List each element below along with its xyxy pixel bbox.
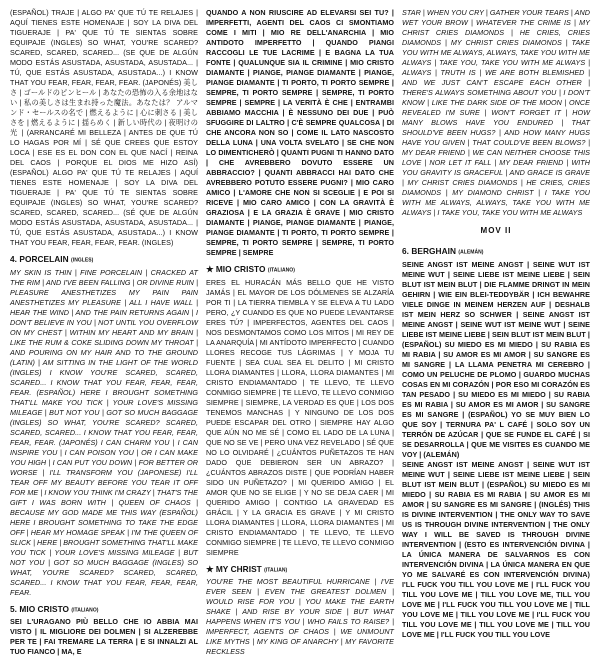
lyrics-column-3 xyxy=(402,8,590,639)
subsection-title-text: ★ MY CHRIST xyxy=(206,563,262,574)
movement-heading: MOV II xyxy=(480,226,512,235)
lyrics-column-2 xyxy=(206,8,394,656)
language-label: (ALEMÁN) xyxy=(458,249,484,256)
lyrics-text: SEINE ANGST IST MEINE ANGST | SEINE WUT IST MEINE WUT | SEINE LIEBE IST MEINE LIEBE | SEIN BLUT IST MEIN BLUT | DIE FLAMME DRINGT IN MEIN GEHIRN | WIE EIN BLEI-TEDDYBÄR | ICH BEWAHRE VIELE DINGE IN MEINEM HERZEN AUF | DESHALB IST MEIN HERZ SO SCHWER | SEINE ANGST IST MEINE ANGST | SEINE WUT IST MEINE WUT | SEINE LIEBE IST MEINE LIEBE | SEIN BLUT IST MEIN BLUT | (ESPAÑOL) SU MIEDO ES MI MIEDO | SU RABIA ES MI RABIA | SU AMOR ES MI AMOR | SU SANGRE ES MI SANGRE | LA LLAMA PENETRA MI CEREBRO | COMO UN PELUCHE DE PLOMO | GUARDO MUCHAS COSAS EN MI CORAZÓN | POR ESO MI CORAZÓN ES TAN PESADO | SU MIEDO ES MI MIEDO | SU RABIA ES MI RABIA | SU AMOR ES MI AMOR | SU SANGRE ES MI SANGRE | (ESPAÑOL) YO SE MUY BIEN LO QUE SOY | TERNURA PA' L CAFÉ | SOLO SOY UN TERRÓN DE AZÚCAR | QUE SE FUNDE EL CAFÉ | SI SE DESARROLLA | QUE ME VISITES ES CUANDO ME VOY | (ALEMÁN) xyxy=(402,259,590,459)
song-title-text: 6. BERGHAIN xyxy=(402,246,457,256)
lyrics-text: QUANDO A NON RIUSCIRE AD ELEVARSI SEI TU? | IMPERFETTI, AGENTI DEL CAOS CI SMONTIAMO COME I MITI | MIO RE DELL'ANARCHIA | MIO ANTIDOTO IMPERFETTO | QUANDO PIANGI RACCOGLI LE TUE LACRIME | E BAGNA LA TUA FONTE | QUALUNQUE SIA IL CRIMINE | MIO CRISTO DIAMANTE | PIANGE, PIANGE DIAMANTE | PIANGE, PIANGE DIAMANTE | TI PORTO, TI PORTO SEMPRE | SEMPRE, TI PORTO SEMPRE | SEMPRE, TI PORTO SEMPRE | SEMPRE | LA VERITÀ È CHE | ENTRAMBI ABBIAMO MACCHIA | È NESSUNO DEI DUE | PUÒ SFUGGIRE DI LALTRO | C'È SEMPRE QUALCOSA | DI CHE ANCORA NON SO | COME IL LATO NASCOSTO DELLA LUNA | UNA VOLTA SVELATO | SE CHE NON LO DIMENTICHERÒ | QUANTI PUGNI TI HANNO DATO | CHE AVREBBERO DOVUTO ESSERE UN ABBRACCIO? | QUANTI ABBRACCI HAI DATO CHE AVREBBERO POTUTO ESSERE PUGNI? | MIO CARO AMICO | L'AMORE CHE NON SI SCEGLIE | E POI SI RICEVE | MIO CARO AMICO | CON LA GRAVITÀ È GRAZIOSA | E LA GRAZIA È GRAVE | MIO CRISTO DIAMANTE | PIANGE, PIANGE DIAMANTE | PIANGE, PIANGE DIAMANTE | TI PORTO, TI PORTO SEMPRE | SEMPRE, TI PORTO SEMPRE | SEMPRE, TI PORTO SEMPRE | SEMPRE xyxy=(206,8,394,257)
song-title-text: 5. MIO CRISTO xyxy=(10,603,70,614)
lyrics-text: YOU'RE THE MOST BEAUTIFUL HURRICANE | I'VE EVER SEEN | EVEN THE GREATEST DOLMEN | WOULD RISE FOR YOU | YOU MAKE THE EARTH SHAKE | AND RISE BY YOUR SIDE | BUT WHAT HAPPENS WHEN IT'S YOU | WHO FAILS TO RAISE? | IMPERFECT, AGENTS OF CHAOS | WE UNMOUNT LIKE MYTHS | MY KING OF ANARCHY | MY FAVORITE RECKLESS xyxy=(206,577,394,656)
subsection-mio-cristo xyxy=(206,264,394,277)
song-title-berghain xyxy=(402,246,590,259)
lyrics-text: MY SKIN IS THIN | FINE PORCELAIN | CRACKED AT THE RIM | AND I'VE BEEN FALLING | OR DIVINE RUIN | PLEASURE ANESTHETIZES MY PAIN PAIN ANESTHETIZES MY PLEASURE | ALL I HAVE WALL | HEAR THE WIND | AND THE PAIN RETURNS AGAIN | I DON'T BELIEVE IN YOU | NOT UNTIL YOU OVERFLOW ON MY CHEST | WITHIN MY HEART AND MY BRAIN | LIKE THE RUM & COKE SLIDING DOWN MY THROAT | AND POURING ON MY HAIR AND TO THE GROUND (LATIN) | AM SITTING IN THE LIGHT OF THE WORLD (INGLES) I KNOW YOU'RE SCARED, SCARED, SCARED... I KNOW THAT YOU FEAR, FEAR, FEAR, FEAR. (ESPAÑOL) HERE I BROUGHT SOMETHING THAT'LL MAKE YOU TICK | YOUR LOVE'S MISSING MILEAGE | BUT NOT YOU | GOT SO MUCH BAGGAGE (INGLES) SO WHAT, YOU'RE SCARED? SCARED, SCARED, SCARED... I KNOW THAT YOU FEAR, FEAR, FEAR, FEAR. (JAPONÉS) I CAN CHARM YOU | I CAN INSPIRE YOU | I CAN POISON YOU | OR I CAN MAKE YOU HIGH | I CAN PUT YOU DOWN | FOR BETTER OR WORSE | I'LL TRANSFORM YOU (JAPONESE) I'LL TEAR OFF MY BEAUTY BEFORE YOU TEAR IT OFF FOR ME | I KNOW YOU THINK I'M CRAZY | THAT'S THE GIFT I WAS BORN WITH | QUEEN OF CHAOS | BECAUSE MY GOD MADE ME THIS WAY (ESPAÑOL) HERE I BROUGHT SOMETHING TO TAKE THE EDGE OFF | HEAR MY HOMAGE SPEAK | I'M THE QUEEN OF SLICK | HERE | BROUGHT SOMETHING THAT'LL MAKE YOU TICK | YOUR LOVE'S MISSING MILEAGE | BUT NOT YOU | GOT SO MUCH BAGGAGE (INGLES) SO WHAT, YOU'RE SCARED? SCARED, SCARED, SCARED... I KNOW THAT YOU FEAR, FEAR, FEAR, FEAR. xyxy=(10,267,199,597)
lyrics-text: STAR | WHEN YOU CRY | GATHER YOUR TEARS | AND WET YOUR BROW | WHATEVER THE CRIME IS | MY CHRIST CRIES DIAMONDS | HE CRIES, CRIES DIAMONDS | MY CHRIST CRIES DIAMONDS | TAKE YOU WITH ME ALWAYS, ALWAYS, TAKE YOU WITH ME ALWAYS | TAKE YOU, TAKE YOU WITH ME ALWAYS | ALWAYS | TRUTH IS | WE ARE BOTH BLEMISHED | AND WE JUST CAN'T ESCAPE EACH OTHER | THERE'S ALWAYS SOMETHING ABOUT YOU | I DON'T KNOW | LIKE THE DARK SIDE OF THE MOON | ONCE REVEALED I'M SURE | WON'T FORGET IT | HOW MANY BLOWS HAVE YOU ENDURED | THAT SHOULD'VE BEEN HUGS? | AND HOW MANY HUGS HAVE YOU GIVEN | THAT COULD'VE BEEN BLOWS? | MY DEAR FRIEND | WE CAN NEITHER CHOOSE THIS LOVE | NOR LET IT FALL | MY DEAR FRIEND | WITH YOU GRAVITY IS GRACEFUL | AND GRACE IS GRAVE | MY CHRIST CRIES DIAMONDS | HE CRIES, CRIES DIAMONDS | MY DIAMOND CHRIST | I TAKE YOU WITH ME ALWAYS, ALWAYS, TAKE YOU WITH ME ALWAYS | I TAKE YOU, TAKE YOU WITH ME ALWAYS xyxy=(402,8,590,217)
subsection-title-text: ★ MIO CRISTO xyxy=(206,264,266,274)
subsection-my-christ xyxy=(206,564,394,577)
language-label: (ITALIAN) xyxy=(264,567,288,573)
lyrics-text: SEI L'URAGANO PIÙ BELLO CHE IO ABBIA MAI VISTO | IL MIGLIORE DEI DOLMEN | SI ALZEREBBE PER TE | FAI TREMARE LA TERRA | E SI INNALZI AL TUO FIANCO | MA, E xyxy=(10,617,198,656)
song-title-mio-cristo xyxy=(10,604,198,617)
lyrics-text: (ESPAÑOL) TRAJE | ALGO PA' QUE TÚ TE RELAJES | AQUÍ TIENES ESTE HOMENAJE | SOY LA DIVA DEL TIGUERAJE | PA' QUE TÚ TE SIENTAS SOBRE EQUIPAJE (INGLES) SO WHAT, YOU'RE SCARED? SCARED, SCARED, SCARED... (SE QUE DE ALGÚN MODO ESTÁS ASUSTADA, ASUSTADA, ASUSTADA... | TÚ, QUE ESTÁS ASUSTADA, ASUSTADA...) I KNOW THAT YOU FEAR, FEAR, FEAR, FEAR. (JAPONÉS) 美しさ | ゴールドのピンヒール | あなたの恐怖の入る余地はない | 私の美しさは生まれ持った魔法。あなたは？ アルマンド・セールスの名で | 燃えるように | 心に刺さる | 美しさを | 燃えるように | 揺らめく | 新しい時代の | 夜明けの光 | (ARRANCARÉ MI BELLEZA | ANTES DE QUE TÚ LO HAGAS POR MÍ | SÉ QUE CREES QUE ESTOY LOCA | ESE ES EL DON CON EL QUE NACÍ | REINA DEL CAOS | PORQUE EL DIOS ME HIZO ASÍ) (ESPAÑOL) ALGO PA' QUE TÚ TE RELAJES | AQUÍ TIENES ESTE HOMENAJE | SOY LA DIVA DEL TIGUERAJE | PA' QUE TÚ TE SIENTAS SOBRE EQUIPAJE (INGLES) SO WHAT, YOU'RE SCARED? SCARED, SCARED, SCARED... (SÉ QUE DE ALGÚN MODO ESTÁS ASUSTADA, ASUSTADA, ASUSTADA... | TÚ, QUE ESTÁS ASUSTADA, ASUSTADA...) I KNOW THAT YOU FEAR, FEAR, FEAR, FEAR. (INGLES) xyxy=(10,8,198,247)
lyrics-text: ERES EL HURACÁN MÁS BELLO QUE HE VISTO JAMÁS | EL MAYOR DE LOS DÓLMENES SE ALZARÍA POR TI | LA TIERRA TIEMBLA Y SE ELEVA A TU LADO PERO, ¿Y CUANDO ES QUE NO PUEDE LEVANTARSE ERES TÚ? | IMPERFECTOS, AGENTES DEL CAOS | NOS DESMONTAMOS COMO LOS MITOS | MI REY DE LA ANARQUÍA | MI ANTÍDOTO IMPERFECTO | CUANDO LLORES RECOGE TUS LÁGRIMAS | Y MOJA TU FUENTE | SEA CUAL SEA EL DELITO | MI CRISTO LLORA DIAMANTES | LLORA, LLORA DIAMANTES | MI CRISTO ENDIAMANTADO | TE LLEVO, TE LLEVO CONMIGO SIEMPRE | TE LLEVO, TE LLEVO CONMIGO SIEMPRE | SIEMPRE, LA VERDAD ES QUE | LOS DOS TENEMOS MANCHAS | Y NINGUNO DE LOS DOS PUEDE ESCAPAR DEL OTRO | SIEMPRE HAY ALGO QUE AÚN NO ME SÉ | COMO EL LADO DE LA LUNA | QUE NO SE VE | PERO UNA VEZ REVELADO | SÉ QUE NO LO OLVIDARÉ | ¿CUÁNTOS PUÑETAZOS TE HAN DADO QUE DEBIERON SER UN ABRAZO? | ¿CUÁNTOS ABRAZOS DISTE | QUE PODRÍAN HABER SIDO UN PUÑETAZO? | MI QUERIDO AMIGO | EL AMOR QUE NO SE ELIGE | Y NO SE DEJA CAER | MI QUERIDO AMIGO | CONTIGO LA GRAVEDAD ES GRÁCIL | Y LA GRACIA ES GRAVE | Y MI CRISTO LLORA DIAMANTES | LLORA, LLORA DIAMANTES | MI CRISTO ENDIAMANTADO | TE LLEVO, TE LLEVO CONMIGO SIEMPRE | TE LLEVO, TE LLEVO CONMIGO SIEMPRE xyxy=(206,277,394,557)
song-title-porcelain xyxy=(10,254,198,267)
language-label: (ITALIANO) xyxy=(71,607,99,613)
song-title-text: 4. PORCELAIN xyxy=(10,254,69,264)
lyrics-column-1 xyxy=(10,8,199,656)
language-label: (INGLES) xyxy=(71,257,94,264)
language-label: (ITALIANO) xyxy=(267,267,295,274)
lyrics-text: SEINE ANGST IST MEINE ANGST | SEINE WUT IST MEINE WUT | SEINE LIEBE IST MEINE LIEBE | SEIN BLUT IST MEIN BLUT | (ESPAÑOL) SU MIEDO ES MI MIEDO | SU RABIA ES MI RABIA | SU AMOR ES MI AMOR | SU SANGRE ES MI SANGRE | (INGLÉS) THIS IS DIVINE INTERVENTION | THE ONLY WAY TO SAVE US IS THROUGH DIVINE INTERVENTION | THE ONLY WAY I WILL BE SAVED IS THROUGH DIVINE INTERVENTION | (ESTO ES INTERVENCIÓN DIVINA | LA ÚNICA MANERA DE SALVARNOS ES CON INTERVENCIÓN DIVINA | LA ÚNICA MANERA EN QUE YO ME SALVARÉ ES CON INTERVENCIÓN DIVINA) I'LL FUCK YOU TILL YOU LOVE ME | I'LL FUCK YOU TILL YOU LOVE ME | TILL YOU LOVE ME, TILL YOU LOVE ME | I'LL FUCK YOU TILL YOU LOVE ME | TILL YOU LOVE ME | TILL YOU LOVE ME | I'LL FUCK YOU TILL YOU LOVE ME | TILL YOU LOVE ME | TILL YOU LOVE ME | I'LL FUCK YOU TILL YOU LOVE xyxy=(402,459,590,639)
